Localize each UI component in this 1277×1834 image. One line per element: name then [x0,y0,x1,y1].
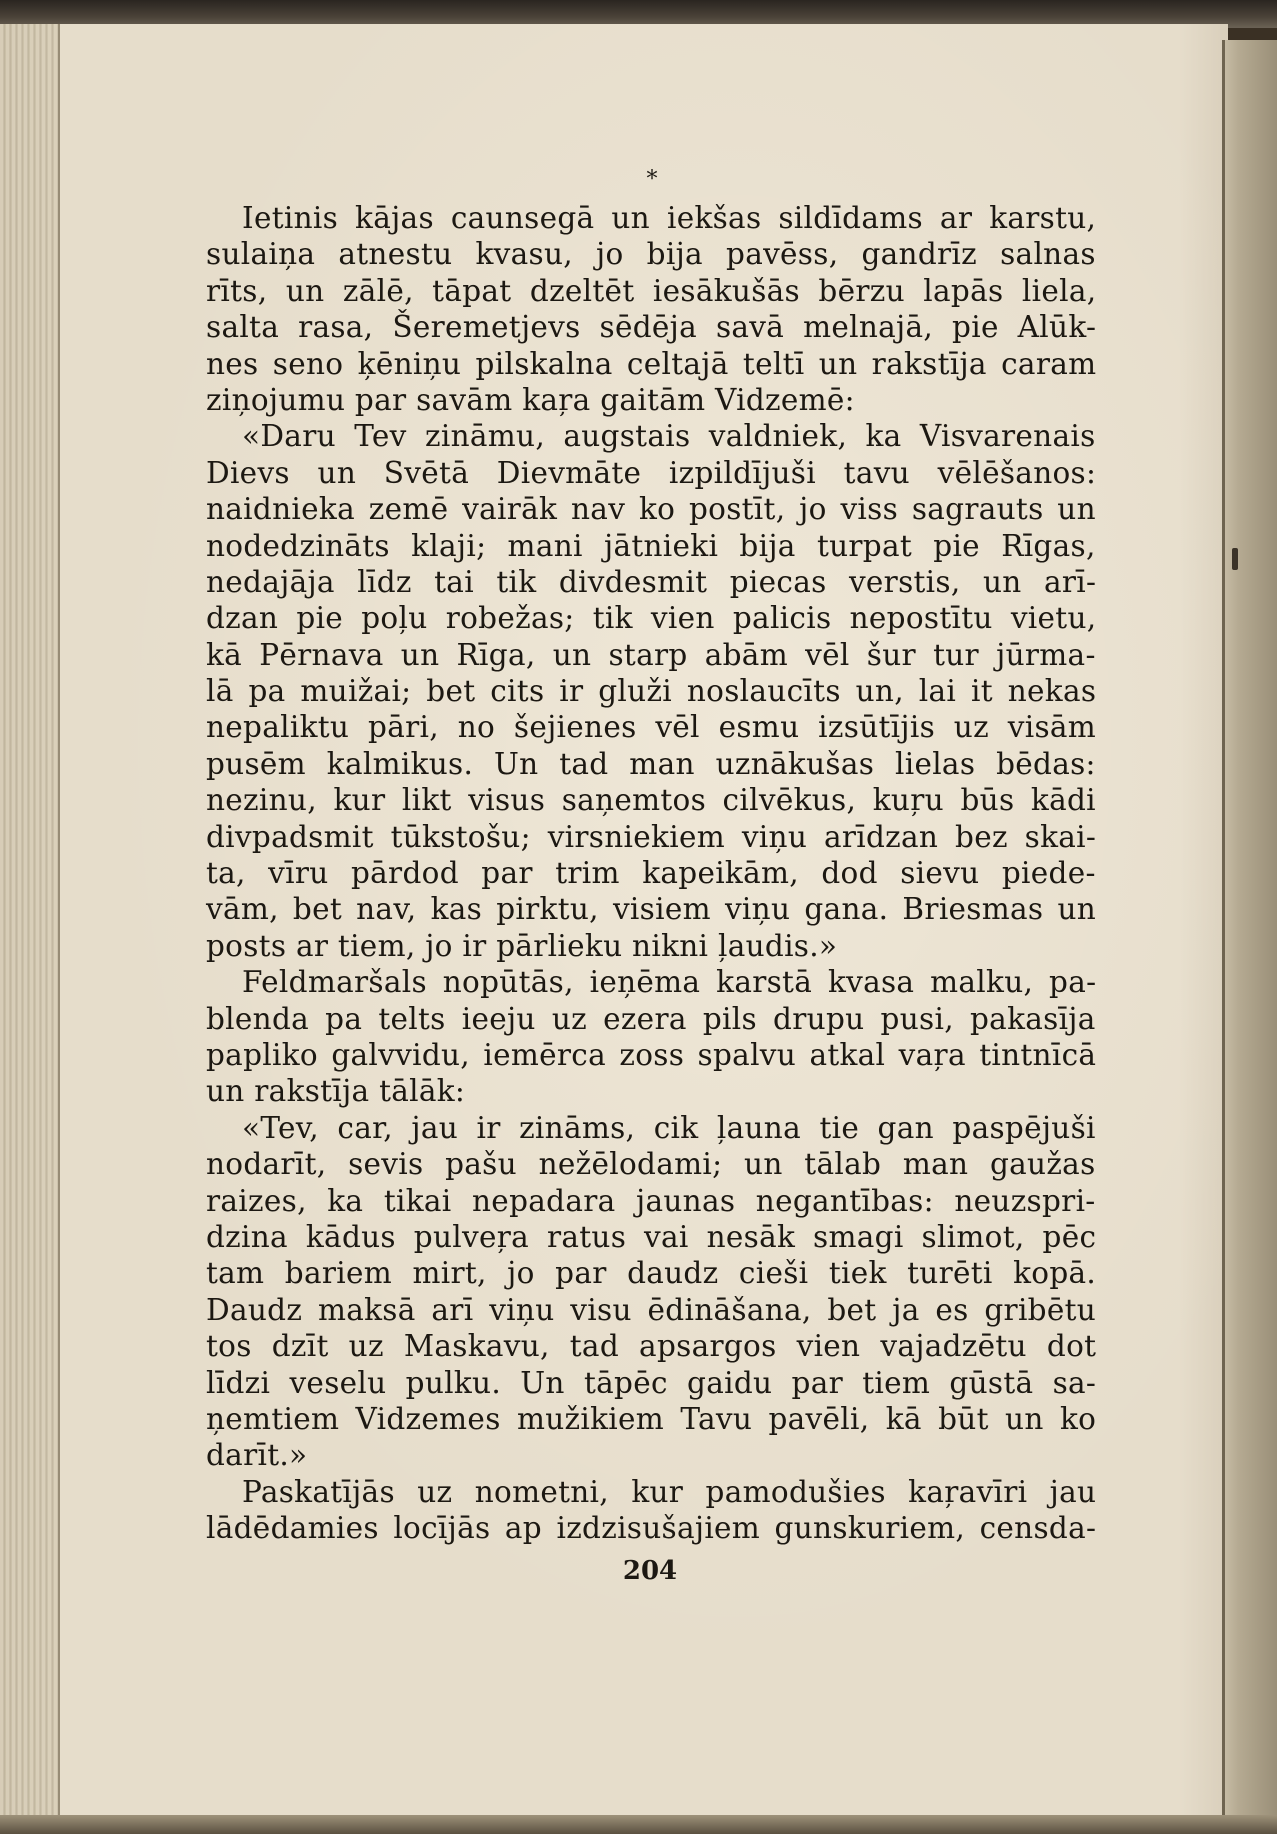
text-line: Ietinis kājas caunsegā un iekšas sildīdams ar karstu, [242,201,1097,235]
text-line: posts ar tiem, jo ir pārlieku nikni ļaudis.» [206,928,838,963]
text-line: ziņojumu par savām kaŗa gaitām Vidzemē: [206,382,855,417]
text-line: vām, bet nav, kas pirktu, visiem viņu gana. Briesmas un [206,892,1097,927]
text-line: pusēm kalmikus. Un tad man uznākušas lielas bēdas: [206,746,1096,781]
page-body-text [206,200,1096,1546]
text-line: «Daru Tev zināmu, augstais valdniek, ka Visvarenais [242,419,1096,454]
text-line: darīt.» [206,1438,308,1473]
text-line: lādēdamies locījās ap izdzisušajiem gunskuriem, censda- [206,1511,1097,1546]
text-line: nodarīt, sevis pašu nežēlodami; un tālab man gaužas [206,1147,1096,1182]
text-line: līdzi veselu pulku. Un tāpēc gaidu par tiem gūstā sa- [206,1365,1097,1400]
text-line: dzina kādus pulveŗa ratus vai nesāk smagi slimot, pēc [206,1219,1097,1254]
text-line: ņemtiem Vidzemes mužikiem Tavu pavēli, kā būt un ko [206,1401,1097,1436]
text-line: Feldmaršals nopūtās, ieņēma karstā kvasa malku, pa- [242,965,1097,1000]
text-line: naidnieka zemē vairāk nav ko postīt, jo viss sagrauts un [206,492,1096,527]
text-line: salta rasa, Šeremetjevs sēdēja savā melnajā, pie Alūk- [206,310,1097,345]
text-line: nepaliktu pāri, no šejienes vēl esmu izsūtījis uz visām [206,710,1097,745]
margin-mark [1232,548,1238,570]
text-line: divpadsmit tūkstošu; virsniekiem viņu arīdzan bez skai- [206,819,1097,854]
page-number: 204 [622,1556,678,1586]
text-line: raizes, ka tikai nepadara jaunas negantības: neuzspri- [206,1183,1096,1218]
text-line: un rakstīja tālāk: [206,1074,466,1109]
text-line: nedajāja līdz tai tik divdesmit piecas verstis, un arī- [206,564,1097,599]
text-line: nodedzināts klaji; mani jātnieki bija turpat pie Rīgas, [206,528,1096,563]
text-line: Paskatījās uz nometni, kur pamodušies kaŗavīri jau [242,1474,1097,1509]
book-spine-right [1222,40,1277,1834]
text-line: kā Pērnava un Rīga, un starp abām vēl šur tur jūrma- [206,637,1096,672]
text-line: Daudz maksā arī viņu visu ēdināšana, bet ja es gribētu [206,1292,1097,1327]
page-stack-left [0,24,60,1819]
text-line: papliko galvvidu, iemērca zoss spalvu atkal vaŗa tintnīcā [206,1037,1097,1072]
text-line: «Tev, car, jau ir zināms, cik ļauna tie gan paspējuši [242,1110,1096,1145]
text-line: sulaiņa atnestu kvasu, jo bija pavēss, gandrīz salnas [206,237,1096,272]
text-line: rīts, un zālē, tāpat dzeltēt iesākušās bērzu lapās liela, [206,273,1097,308]
section-ornament: * [646,167,658,192]
text-line: tos dzīt uz Maskavu, tad apsargos vien vajadzētu dot [206,1329,1097,1364]
text-line: lā pa muižai; bet cits ir gluži noslaucīts un, lai it nekas [206,674,1097,709]
text-line: ta, vīru pārdod par trim kapeikām, dod sievu piede- [206,856,1096,891]
text-line: nezinu, kur likt visus saņemtos cilvēkus, kuŗu būs kādi [206,783,1096,818]
text-line: tam bariem mirt, jo par daudz cieši tiek turēti kopā. [206,1256,1097,1291]
book-bottom-edge [0,1815,1277,1834]
text-line: dzan pie poļu robežas; tik vien palicis nepostītu vietu, [206,601,1097,636]
text-line: Dievs un Svētā Dievmāte izpildījuši tavu vēlēšanos: [206,455,1097,490]
text-line: nes seno ķēniņu pilskalna celtajā teltī un rakstīja caram [206,346,1097,381]
text-line: blenda pa telts ieeju uz ezera pils drupu pusi, pakasīja [206,1001,1096,1036]
